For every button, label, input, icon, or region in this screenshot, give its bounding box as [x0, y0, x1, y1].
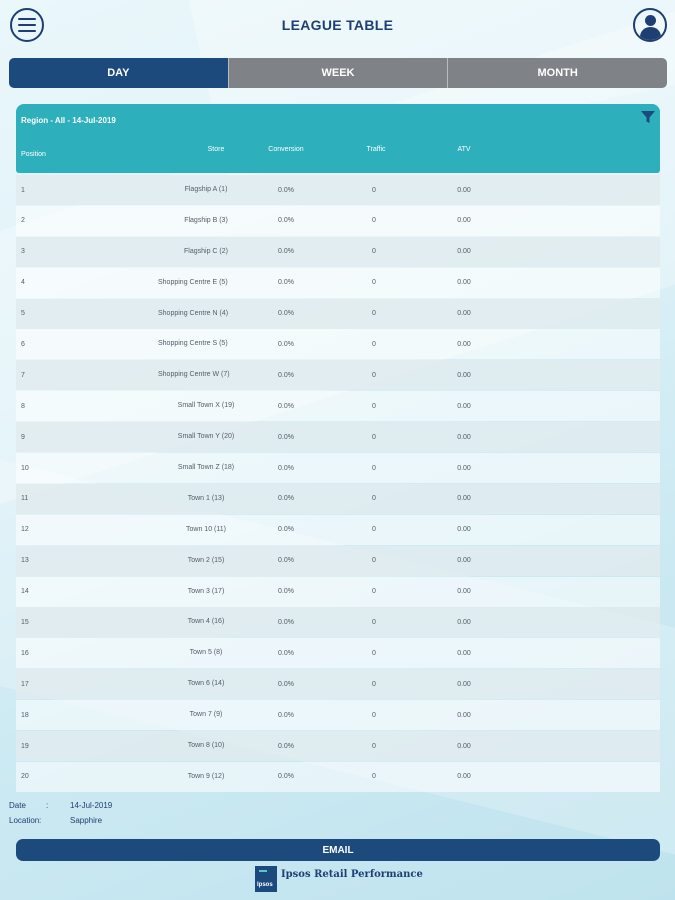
cell-store: Town 8 (10) — [187, 742, 225, 750]
table-row[interactable] — [16, 546, 660, 576]
table-row[interactable] — [16, 391, 660, 421]
column-header-atv[interactable]: ATV — [457, 146, 471, 153]
cell-traffic: 0 — [372, 680, 376, 688]
cell-store: Shopping Centre S (5) — [158, 340, 228, 348]
cell-atv: 0.00 — [457, 464, 471, 472]
cell-traffic: 0 — [372, 557, 376, 565]
date-colon: : — [46, 801, 49, 810]
table-row[interactable] — [16, 329, 660, 359]
cell-store: Town 5 (8) — [189, 649, 223, 657]
cell-atv: 0.00 — [457, 742, 471, 750]
cell-store: Small Town X (19) — [177, 402, 235, 410]
cell-atv: 0.00 — [457, 371, 471, 379]
cell-store: Shopping Centre N (4) — [158, 309, 229, 317]
cell-position: 11 — [21, 495, 29, 503]
cell-conversion: 0.0% — [278, 742, 294, 750]
cell-traffic: 0 — [372, 495, 376, 503]
table-row[interactable] — [16, 731, 660, 761]
table-row[interactable] — [16, 577, 660, 607]
region-label: Region - All - 14-Jul-2019 — [21, 116, 116, 125]
cell-atv: 0.00 — [457, 495, 471, 503]
cell-store: Town 3 (17) — [187, 587, 225, 595]
table-row[interactable] — [16, 360, 660, 390]
tab-week[interactable]: WEEK — [228, 58, 448, 88]
league-table — [16, 104, 660, 793]
cell-store: Shopping Centre E (5) — [158, 278, 228, 286]
cell-position: 9 — [21, 433, 25, 441]
brand-name: Ipsos Retail Performance — [281, 869, 423, 880]
cell-store: Town 2 (15) — [187, 556, 225, 564]
location-label: Location — [9, 816, 40, 825]
cell-traffic: 0 — [372, 279, 376, 287]
cell-conversion: 0.0% — [278, 711, 294, 719]
cell-store: Flagship C (2) — [184, 247, 228, 255]
brand-footer — [255, 866, 423, 894]
cell-position: 5 — [21, 310, 25, 318]
cell-position: 16 — [21, 649, 29, 657]
table-row[interactable] — [16, 607, 660, 637]
app-header — [0, 0, 675, 52]
table-row[interactable] — [16, 268, 660, 298]
cell-atv: 0.00 — [457, 340, 471, 348]
date-value: 14-Jul-2019 — [70, 801, 113, 810]
cell-atv: 0.00 — [457, 217, 471, 225]
report-info — [9, 801, 209, 831]
cell-store: Small Town Y (20) — [177, 433, 235, 441]
cell-atv: 0.00 — [457, 588, 471, 596]
cell-atv: 0.00 — [457, 186, 471, 194]
cell-atv: 0.00 — [457, 310, 471, 318]
cell-traffic: 0 — [372, 217, 376, 225]
cell-conversion: 0.0% — [278, 557, 294, 565]
cell-atv: 0.00 — [457, 773, 471, 781]
cell-position: 14 — [21, 588, 29, 596]
cell-position: 20 — [21, 773, 29, 781]
column-header-position[interactable]: Position — [21, 151, 46, 158]
cell-position: 12 — [21, 526, 29, 534]
cell-conversion: 0.0% — [278, 618, 294, 626]
cell-conversion: 0.0% — [278, 248, 294, 256]
cell-store: Town 4 (16) — [187, 618, 225, 626]
cell-conversion: 0.0% — [278, 402, 294, 410]
cell-position: 10 — [21, 464, 29, 472]
cell-position: 6 — [21, 340, 25, 348]
table-row[interactable] — [16, 237, 660, 267]
cell-conversion: 0.0% — [278, 279, 294, 287]
cell-traffic: 0 — [372, 402, 376, 410]
cell-traffic: 0 — [372, 588, 376, 596]
column-header-conversion[interactable]: Conversion — [268, 146, 304, 153]
cell-position: 19 — [21, 742, 29, 750]
table-row[interactable] — [16, 484, 660, 514]
cell-atv: 0.00 — [457, 433, 471, 441]
cell-position: 7 — [21, 371, 25, 379]
cell-traffic: 0 — [372, 186, 376, 194]
cell-store: Town 9 (12) — [187, 772, 225, 780]
cell-conversion: 0.0% — [278, 433, 294, 441]
cell-traffic: 0 — [372, 464, 376, 472]
cell-atv: 0.00 — [457, 711, 471, 719]
table-row[interactable] — [16, 762, 660, 792]
cell-position: 2 — [21, 217, 25, 225]
cell-conversion: 0.0% — [278, 649, 294, 657]
column-header-traffic[interactable]: Traffic — [366, 146, 386, 153]
table-row[interactable] — [16, 206, 660, 236]
table-row[interactable] — [16, 422, 660, 452]
cell-position: 4 — [21, 279, 25, 287]
cell-conversion: 0.0% — [278, 495, 294, 503]
cell-conversion: 0.0% — [278, 588, 294, 596]
cell-store: Shopping Centre W (7) — [158, 371, 230, 379]
cell-store: Town 1 (13) — [187, 494, 225, 502]
table-row[interactable] — [16, 299, 660, 329]
cell-store: Flagship A (1) — [184, 186, 228, 193]
tab-month[interactable]: MONTH — [447, 58, 667, 88]
table-row[interactable] — [16, 453, 660, 483]
cell-position: 1 — [21, 186, 25, 194]
cell-traffic: 0 — [372, 618, 376, 626]
cell-atv: 0.00 — [457, 402, 471, 410]
location-colon: : — [39, 816, 42, 825]
cell-store: Flagship B (3) — [184, 216, 228, 224]
cell-traffic: 0 — [372, 773, 376, 781]
cell-traffic: 0 — [372, 433, 376, 441]
date-label: Date — [9, 801, 26, 810]
table-header — [16, 104, 660, 173]
table-row[interactable] — [16, 669, 660, 699]
cell-traffic: 0 — [372, 371, 376, 379]
cell-store: Town 7 (9) — [189, 711, 223, 719]
page-title: LEAGUE TABLE — [281, 17, 394, 33]
cell-conversion: 0.0% — [278, 217, 294, 225]
ipsos-logo-icon: Ipsos — [255, 866, 277, 892]
cell-position: 18 — [21, 711, 29, 719]
cell-traffic: 0 — [372, 248, 376, 256]
table-row[interactable] — [16, 175, 660, 205]
cell-traffic: 0 — [372, 742, 376, 750]
cell-atv: 0.00 — [457, 557, 471, 565]
table-row[interactable] — [16, 515, 660, 545]
cell-store: Town 6 (14) — [187, 680, 225, 688]
cell-traffic: 0 — [372, 711, 376, 719]
cell-atv: 0.00 — [457, 526, 471, 534]
cell-atv: 0.00 — [457, 618, 471, 626]
email-button[interactable]: EMAIL — [16, 839, 660, 861]
cell-traffic: 0 — [372, 526, 376, 534]
tab-day[interactable]: DAY — [9, 58, 228, 88]
period-tabs — [9, 58, 667, 88]
cell-position: 8 — [21, 402, 25, 410]
cell-conversion: 0.0% — [278, 773, 294, 781]
cell-atv: 0.00 — [457, 279, 471, 287]
cell-conversion: 0.0% — [278, 464, 294, 472]
cell-conversion: 0.0% — [278, 340, 294, 348]
column-header-store[interactable]: Store — [207, 146, 225, 153]
user-icon[interactable] — [633, 8, 667, 42]
cell-atv: 0.00 — [457, 680, 471, 688]
cell-store: Town 10 (11) — [186, 525, 226, 533]
cell-traffic: 0 — [372, 649, 376, 657]
cell-conversion: 0.0% — [278, 371, 294, 379]
cell-atv: 0.00 — [457, 248, 471, 256]
cell-traffic: 0 — [372, 310, 376, 318]
cell-store: Small Town Z (18) — [177, 464, 235, 472]
cell-conversion: 0.0% — [278, 186, 294, 194]
table-body — [16, 175, 660, 792]
cell-position: 13 — [21, 557, 29, 565]
cell-conversion: 0.0% — [278, 310, 294, 318]
cell-position: 3 — [21, 248, 25, 256]
cell-position: 15 — [21, 618, 29, 626]
filter-icon[interactable] — [640, 109, 656, 125]
cell-atv: 0.00 — [457, 649, 471, 657]
table-row[interactable] — [16, 638, 660, 668]
location-value: Sapphire — [70, 816, 103, 825]
cell-conversion: 0.0% — [278, 680, 294, 688]
cell-position: 17 — [21, 680, 29, 688]
cell-traffic: 0 — [372, 340, 376, 348]
cell-conversion: 0.0% — [278, 526, 294, 534]
table-row[interactable] — [16, 700, 660, 730]
